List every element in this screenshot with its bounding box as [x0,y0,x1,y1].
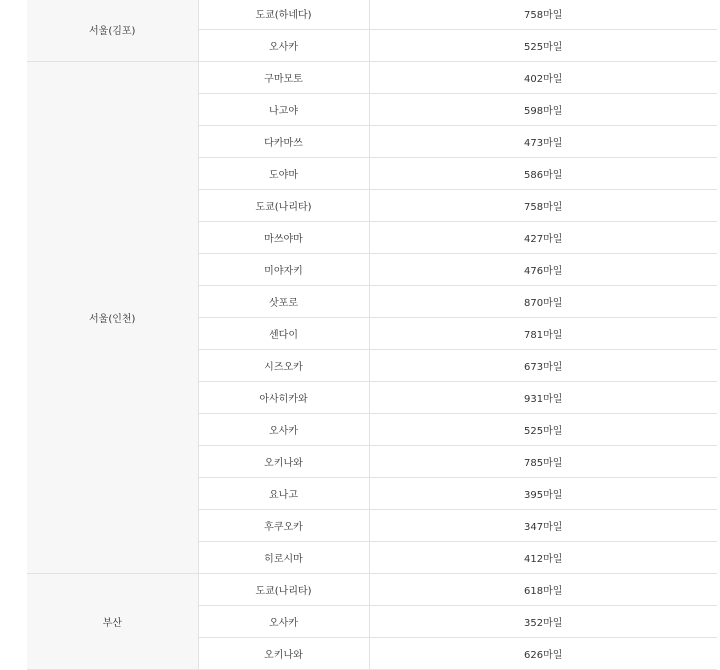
mileage-table-container [27,0,717,670]
miles-cell: 758마일 [369,0,717,30]
destination-cell: 오키나와 [198,638,369,670]
miles-cell: 412마일 [369,542,717,574]
destination-cell: 삿포로 [198,286,369,318]
miles-cell: 352마일 [369,606,717,638]
destination-cell: 시즈오카 [198,350,369,382]
miles-cell: 476마일 [369,254,717,286]
miles-cell: 758마일 [369,190,717,222]
destination-cell: 나고야 [198,94,369,126]
destination-cell: 오사카 [198,414,369,446]
origin-cell: 서울(인천) [27,62,198,574]
miles-cell: 525마일 [369,30,717,62]
destination-cell: 후쿠오카 [198,510,369,542]
destination-cell: 아사히카와 [198,382,369,414]
miles-cell: 525마일 [369,414,717,446]
mileage-table-body [27,0,717,670]
miles-cell: 785마일 [369,446,717,478]
destination-cell: 센다이 [198,318,369,350]
destination-cell: 도쿄(하네다) [198,0,369,30]
miles-cell: 586마일 [369,158,717,190]
destination-cell: 요나고 [198,478,369,510]
destination-cell: 다카마쓰 [198,126,369,158]
table-row [27,574,717,606]
mileage-table [27,0,717,670]
table-row [27,0,717,30]
miles-cell: 395마일 [369,478,717,510]
table-row [27,62,717,94]
origin-cell: 서울(김포) [27,0,198,62]
miles-cell: 870마일 [369,286,717,318]
miles-cell: 626마일 [369,638,717,670]
destination-cell: 마쓰야마 [198,222,369,254]
destination-cell: 오키나와 [198,446,369,478]
miles-cell: 427마일 [369,222,717,254]
destination-cell: 도야마 [198,158,369,190]
miles-cell: 598마일 [369,94,717,126]
miles-cell: 618마일 [369,574,717,606]
destination-cell: 오사카 [198,30,369,62]
destination-cell: 도쿄(나리타) [198,190,369,222]
miles-cell: 473마일 [369,126,717,158]
destination-cell: 오사카 [198,606,369,638]
miles-cell: 402마일 [369,62,717,94]
destination-cell: 히로시마 [198,542,369,574]
destination-cell: 도쿄(나리타) [198,574,369,606]
origin-cell: 부산 [27,574,198,670]
miles-cell: 673마일 [369,350,717,382]
destination-cell: 구마모토 [198,62,369,94]
miles-cell: 781마일 [369,318,717,350]
miles-cell: 347마일 [369,510,717,542]
destination-cell: 미야자키 [198,254,369,286]
miles-cell: 931마일 [369,382,717,414]
